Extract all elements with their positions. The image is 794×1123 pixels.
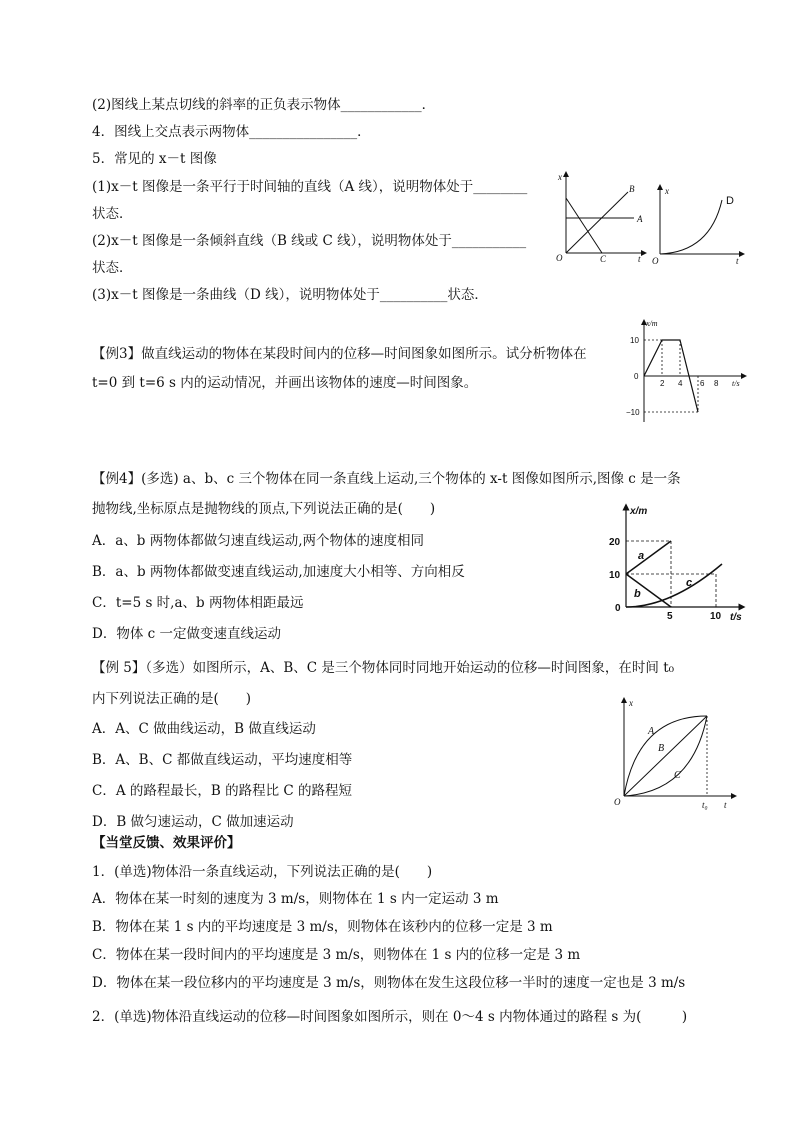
example5-line2: 内下列说法正确的是( ) [92, 691, 252, 707]
line-a [626, 541, 671, 574]
example5-option-c: C．A 的路程最长，B 的路程比 C 的路程短 [92, 783, 352, 799]
t-axis-label: t/s [732, 379, 740, 388]
label-c: C [674, 770, 681, 781]
tick-yneg10: −10 [626, 408, 640, 417]
y-axis-label: x/m [646, 319, 658, 328]
xt-curve-d-question: (3)x－t 图像是一条曲线（D 线），说明物体处于__________状态． [92, 287, 488, 303]
tick-x8: 8 [714, 379, 719, 388]
xt-line-bc-question: (2)x－t 图像是一条倾斜直线（B 线或 C 线），说明物体处于___________ [92, 233, 527, 249]
example5-line1: 【例 5】（多选）如图所示，A、B、C 是三个物体同时同地开始运动的位移—时间图象，在时间 t₀ [92, 660, 675, 676]
y-axis-label: x [558, 172, 562, 182]
origin-label: O [614, 797, 621, 807]
label-a: A [637, 214, 643, 224]
question1-option-c: C．物体在某一段时间内的平均速度是 3 m/s，则物体在 1 s 内的位移一定是 3 m [92, 947, 581, 963]
example4-line1: 【例4】(多选) a、b、c 三个物体在同一条直线上运动,三个物体的 x-t 图像如图所示,图像 c 是一条 [92, 471, 681, 487]
question1-stem: 1．(单选)物体沿一条直线运动，下列说法正确的是( ) [92, 864, 433, 880]
origin-label: O [652, 256, 659, 266]
y-axis-label: x/m [630, 506, 648, 517]
example4-option-c: C．t=5 s 时,a、b 两物体相距最远 [92, 595, 304, 611]
t-axis-label: t [736, 256, 739, 266]
tick-y20: 20 [609, 537, 621, 548]
tick-x5: 5 [667, 611, 673, 622]
curve-c [626, 564, 722, 607]
line-b [626, 574, 671, 607]
example5-option-a: A．A、C 做曲线运动，B 做直线运动 [92, 721, 316, 737]
origin-label: O [556, 253, 563, 263]
xt-graph-lines-abc [552, 168, 652, 263]
example5-xt-graph [612, 694, 742, 812]
y-axis-label: x [629, 698, 633, 708]
tick-x4: 4 [678, 379, 683, 388]
example3-line2: t=0 到 t=6 s 内的运动情况，并画出该物体的速度—时间图象。 [92, 375, 478, 391]
example4-option-b: B．a、b 两物体都做变速直线运动,加速度大小相等、方向相反 [92, 564, 465, 580]
example4-xt-graph [606, 502, 752, 624]
label-c: C [600, 254, 607, 263]
curve-d [660, 200, 722, 254]
example5-option-d: D．B 做匀速运动，C 做加速运动 [92, 814, 294, 830]
label-b: B [658, 743, 665, 754]
label-a: a [638, 550, 645, 562]
common-xt-heading: 5．常见的 x－t 图像 [92, 151, 217, 167]
t-axis-label: t [638, 254, 641, 263]
slope-sign-question: (2)图线上某点切线的斜率的正负表示物体____________． [92, 97, 436, 113]
tick-x2: 2 [660, 379, 665, 388]
line-c [566, 198, 602, 253]
state-label-1: 状态． [92, 206, 133, 222]
tick-y10: 10 [630, 336, 639, 345]
example5-option-b: B．A、B、C 都做直线运动，平均速度相等 [92, 752, 353, 768]
tick-y10: 10 [609, 570, 621, 581]
example4-line2: 抛物线,坐标原点是抛物线的顶点,下列说法正确的是( ) [92, 501, 436, 517]
y-axis-label: x [665, 186, 669, 196]
example3-line1: 【例3】做直线运动的物体在某段时间内的位移—时间图象如图所示。试分析物体在 [92, 346, 587, 362]
question1-option-d: D．物体在某一段位移内的平均速度是 3 m/s，则物体在发生这段位移一半时的速度一定也是 3 m/s [92, 975, 686, 991]
xt-line-a-question: (1)x－t 图像是一条平行于时间轴的直线（A 线），说明物体处于________ [92, 179, 528, 195]
label-b: b [634, 588, 641, 600]
feedback-title: 【当堂反馈、效果评价】 [92, 835, 241, 851]
question1-option-a: A．物体在某一时刻的速度为 3 m/s，则物体在 1 s 内一定运动 3 m [92, 891, 499, 907]
tick-y0: 0 [634, 372, 639, 381]
t-axis-label: t [724, 800, 727, 810]
label-b: B [629, 184, 635, 194]
example3-xt-graph [622, 316, 752, 426]
intersection-question: 4．图线上交点表示两物体________________． [92, 124, 371, 140]
tick-y0: 0 [615, 603, 621, 614]
state-label-2: 状态． [92, 260, 133, 276]
line-b [566, 192, 628, 253]
label-c: c [686, 577, 693, 589]
tick-x6: 6 [700, 379, 705, 388]
example4-option-a: A．a、b 两物体都做匀速直线运动,两个物体的速度相同 [92, 533, 425, 549]
t-axis-label: t/s [730, 612, 742, 623]
example4-option-d: D．物体 c 一定做变速直线运动 [92, 626, 281, 642]
xt-graph-curve-d [650, 182, 750, 267]
label-a: A [648, 726, 655, 737]
t0-label: t₀ [702, 800, 708, 810]
label-d: D [726, 195, 734, 207]
question2-stem: 2．(单选)物体沿直线运动的位移—时间图象如图所示，则在 0～4 s 内物体通过的路程 s 为( ) [92, 1009, 688, 1025]
question1-option-b: B．物体在某 1 s 内的平均速度是 3 m/s，则物体在该秒内的位移一定是 3 m [92, 919, 553, 935]
tick-x10: 10 [710, 611, 722, 622]
